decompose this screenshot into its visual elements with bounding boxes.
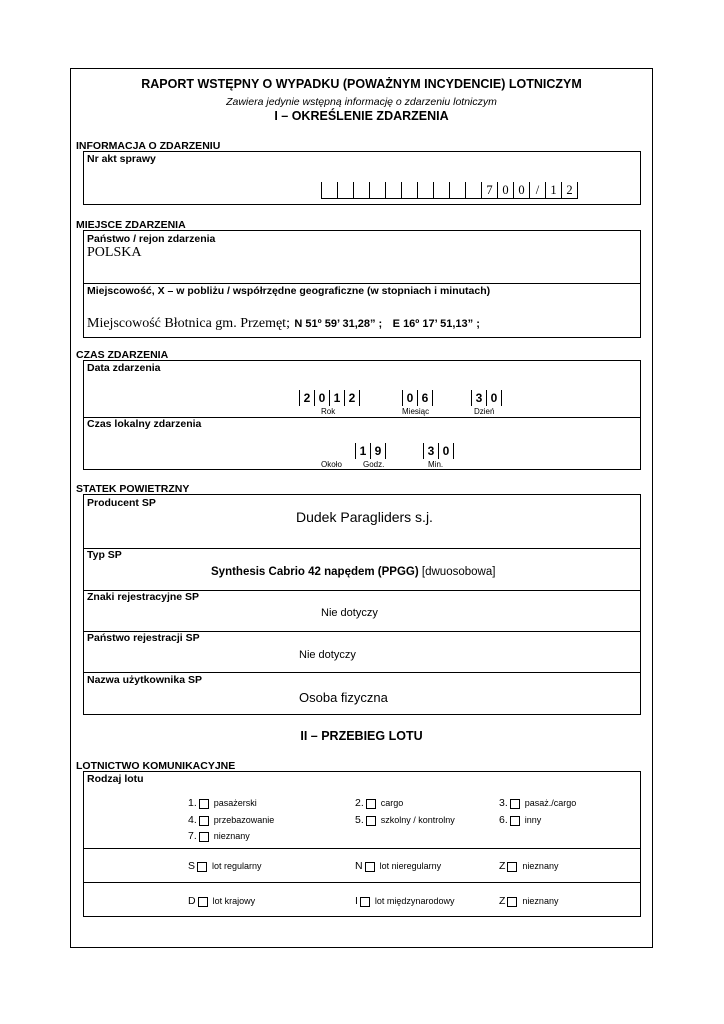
case-number-digit: /: [529, 182, 545, 199]
minute-digit: 0: [438, 443, 454, 459]
registration-label: Znaki rejestracyjne SP: [87, 591, 200, 603]
option-number: I: [355, 895, 358, 907]
flight-option[interactable]: [355, 797, 403, 809]
checkbox-icon[interactable]: [366, 799, 376, 809]
option-label: pasażerski: [213, 798, 257, 808]
option-label: lot krajowy: [212, 896, 256, 906]
option-number: 6.: [499, 814, 508, 826]
registration-country-label: Państwo rejestracji SP: [87, 632, 200, 644]
month-digit: 0: [402, 390, 417, 406]
option-number: S: [188, 860, 196, 872]
option-number: D: [188, 895, 196, 907]
checkbox-icon[interactable]: [199, 832, 209, 842]
minute-caption: Min.: [428, 460, 444, 469]
country-value[interactable]: POLSKA: [87, 245, 142, 260]
option-number: 1.: [188, 797, 197, 809]
location-header: MIEJSCE ZDARZENIA: [76, 219, 186, 231]
user-label: Nazwa użytkownika SP: [87, 674, 202, 686]
case-number-digit: [433, 182, 449, 199]
commercial-header: LOTNICTWO KOMUNIKACYJNE: [76, 760, 236, 772]
checkbox-icon[interactable]: [365, 862, 375, 872]
country-label: Państwo / rejon zdarzenia: [87, 233, 216, 245]
case-number-digit: 2: [561, 182, 578, 199]
approx-caption: Około: [321, 460, 342, 469]
info-header: INFORMACJA O ZDARZENIU: [76, 140, 221, 152]
divider: [83, 672, 641, 673]
case-number-digit: [353, 182, 369, 199]
flight-option[interactable]: [355, 860, 441, 872]
option-label: nieznany: [522, 861, 559, 871]
producer-label: Producent SP: [87, 497, 156, 509]
flight-option[interactable]: [499, 797, 576, 809]
minute-field[interactable]: [423, 441, 454, 459]
divider: [83, 548, 641, 549]
coords-n: N 51º 59’ 31,28” ;: [294, 318, 383, 330]
year-digit: 2: [344, 390, 360, 406]
checkbox-icon[interactable]: [360, 897, 370, 907]
option-label: cargo: [380, 798, 404, 808]
place-label: Miejscowość, X – w pobliżu / współrzędne geograficzne (w stopniach i minutach): [87, 285, 491, 297]
type-label: Typ SP: [87, 549, 122, 561]
option-number: 7.: [188, 830, 197, 842]
month-caption: Miesiąc: [402, 407, 430, 416]
flight-option[interactable]: [188, 797, 257, 809]
divider: [83, 283, 641, 284]
hour-field[interactable]: [355, 441, 386, 459]
checkbox-icon[interactable]: [510, 799, 520, 809]
checkbox-icon[interactable]: [199, 799, 209, 809]
checkbox-icon[interactable]: [507, 897, 517, 907]
year-digit: 1: [329, 390, 344, 406]
year-caption: Rok: [321, 407, 336, 416]
option-number: Z: [499, 895, 506, 907]
flight-option[interactable]: [355, 895, 454, 907]
option-label: przebazowanie: [213, 815, 275, 825]
checkbox-icon[interactable]: [197, 862, 207, 872]
option-number: 3.: [499, 797, 508, 809]
case-number-field[interactable]: [321, 181, 578, 199]
day-caption: Dzień: [474, 407, 495, 416]
year-digit: 2: [299, 390, 314, 406]
hour-caption: Godz.: [363, 460, 385, 469]
month-digit: 6: [417, 390, 433, 406]
option-number: 4.: [188, 814, 197, 826]
report-subtitle: Zawiera jedynie wstępną informację o zdarzeniu lotniczym: [226, 96, 497, 108]
checkbox-icon[interactable]: [199, 816, 209, 826]
registration-value[interactable]: Nie dotyczy: [321, 607, 378, 619]
day-field[interactable]: [471, 388, 502, 406]
option-label: nieznany: [522, 896, 559, 906]
flight-option[interactable]: [188, 814, 274, 826]
year-field[interactable]: [299, 388, 360, 406]
aircraft-header: STATEK POWIETRZNY: [76, 483, 190, 495]
section-1-title: I – OKREŚLENIE ZDARZENIA: [274, 109, 449, 123]
day-digit: 0: [486, 390, 502, 406]
divider: [83, 882, 641, 883]
option-label: inny: [524, 815, 542, 825]
option-number: 2.: [355, 797, 364, 809]
option-number: N: [355, 860, 363, 872]
case-number-digit: 7: [481, 182, 497, 199]
checkbox-icon[interactable]: [510, 816, 520, 826]
report-title: RAPORT WSTĘPNY O WYPADKU (POWAŻNYM INCYDENCIE) LOTNICZYM: [141, 77, 582, 91]
case-number-digit: [465, 182, 481, 199]
minute-digit: 3: [423, 443, 438, 459]
year-digit: 0: [314, 390, 329, 406]
flight-option[interactable]: [499, 895, 558, 907]
coords-e: E 16º 17’ 51,13” ;: [392, 318, 480, 330]
hour-digit: 9: [370, 443, 386, 459]
case-number-digit: [385, 182, 401, 199]
option-number: 5.: [355, 814, 364, 826]
date-label: Data zdarzenia: [87, 362, 161, 374]
registration-country-value[interactable]: Nie dotyczy: [299, 649, 356, 661]
divider: [83, 848, 641, 849]
flight-option[interactable]: [499, 860, 558, 872]
section-2-title: II – PRZEBIEG LOTU: [300, 729, 423, 743]
producer-value[interactable]: Dudek Paragliders s.j.: [296, 509, 433, 525]
case-number-digit: [401, 182, 417, 199]
case-number-digit: [337, 182, 353, 199]
flight-option[interactable]: [188, 895, 255, 907]
local-time-label: Czas lokalny zdarzenia: [87, 418, 202, 430]
option-number: Z: [499, 860, 506, 872]
flight-option[interactable]: [188, 860, 262, 872]
type-value-row[interactable]: [211, 566, 495, 578]
option-label: szkolny / kontrolny: [380, 815, 455, 825]
checkbox-icon[interactable]: [366, 816, 376, 826]
place-value-row[interactable]: [87, 314, 480, 332]
place-value: Miejscowość Błotnica gm. Przemęt;: [87, 316, 290, 331]
case-number-digit: 0: [497, 182, 513, 199]
option-label: lot międzynarodowy: [374, 896, 455, 906]
user-value[interactable]: Osoba fizyczna: [299, 690, 388, 705]
checkbox-icon[interactable]: [507, 862, 517, 872]
case-number-digit: [449, 182, 465, 199]
option-label: pasaż./cargo: [524, 798, 577, 808]
time-header: CZAS ZDARZENIA: [76, 349, 169, 361]
flight-option[interactable]: [499, 814, 541, 826]
month-field[interactable]: [402, 388, 433, 406]
case-number-label: Nr akt sprawy: [87, 153, 156, 165]
flight-option[interactable]: [355, 814, 455, 826]
type-value-extra: [dwuosobowa]: [421, 566, 496, 578]
case-number-digit: [417, 182, 433, 199]
case-number-digit: [369, 182, 385, 199]
type-value: Synthesis Cabrio 42 napędem (PPGG): [211, 566, 419, 578]
case-number-digit: [321, 182, 337, 199]
option-label: lot regularny: [212, 861, 262, 871]
checkbox-icon[interactable]: [198, 897, 208, 907]
day-digit: 3: [471, 390, 486, 406]
option-label: nieznany: [213, 831, 250, 841]
flight-type-label: Rodzaj lotu: [87, 773, 144, 785]
case-number-digit: 0: [513, 182, 529, 199]
case-number-digit: 1: [545, 182, 561, 199]
flight-option[interactable]: [188, 830, 250, 842]
option-label: lot nieregularny: [379, 861, 442, 871]
hour-digit: 1: [355, 443, 370, 459]
